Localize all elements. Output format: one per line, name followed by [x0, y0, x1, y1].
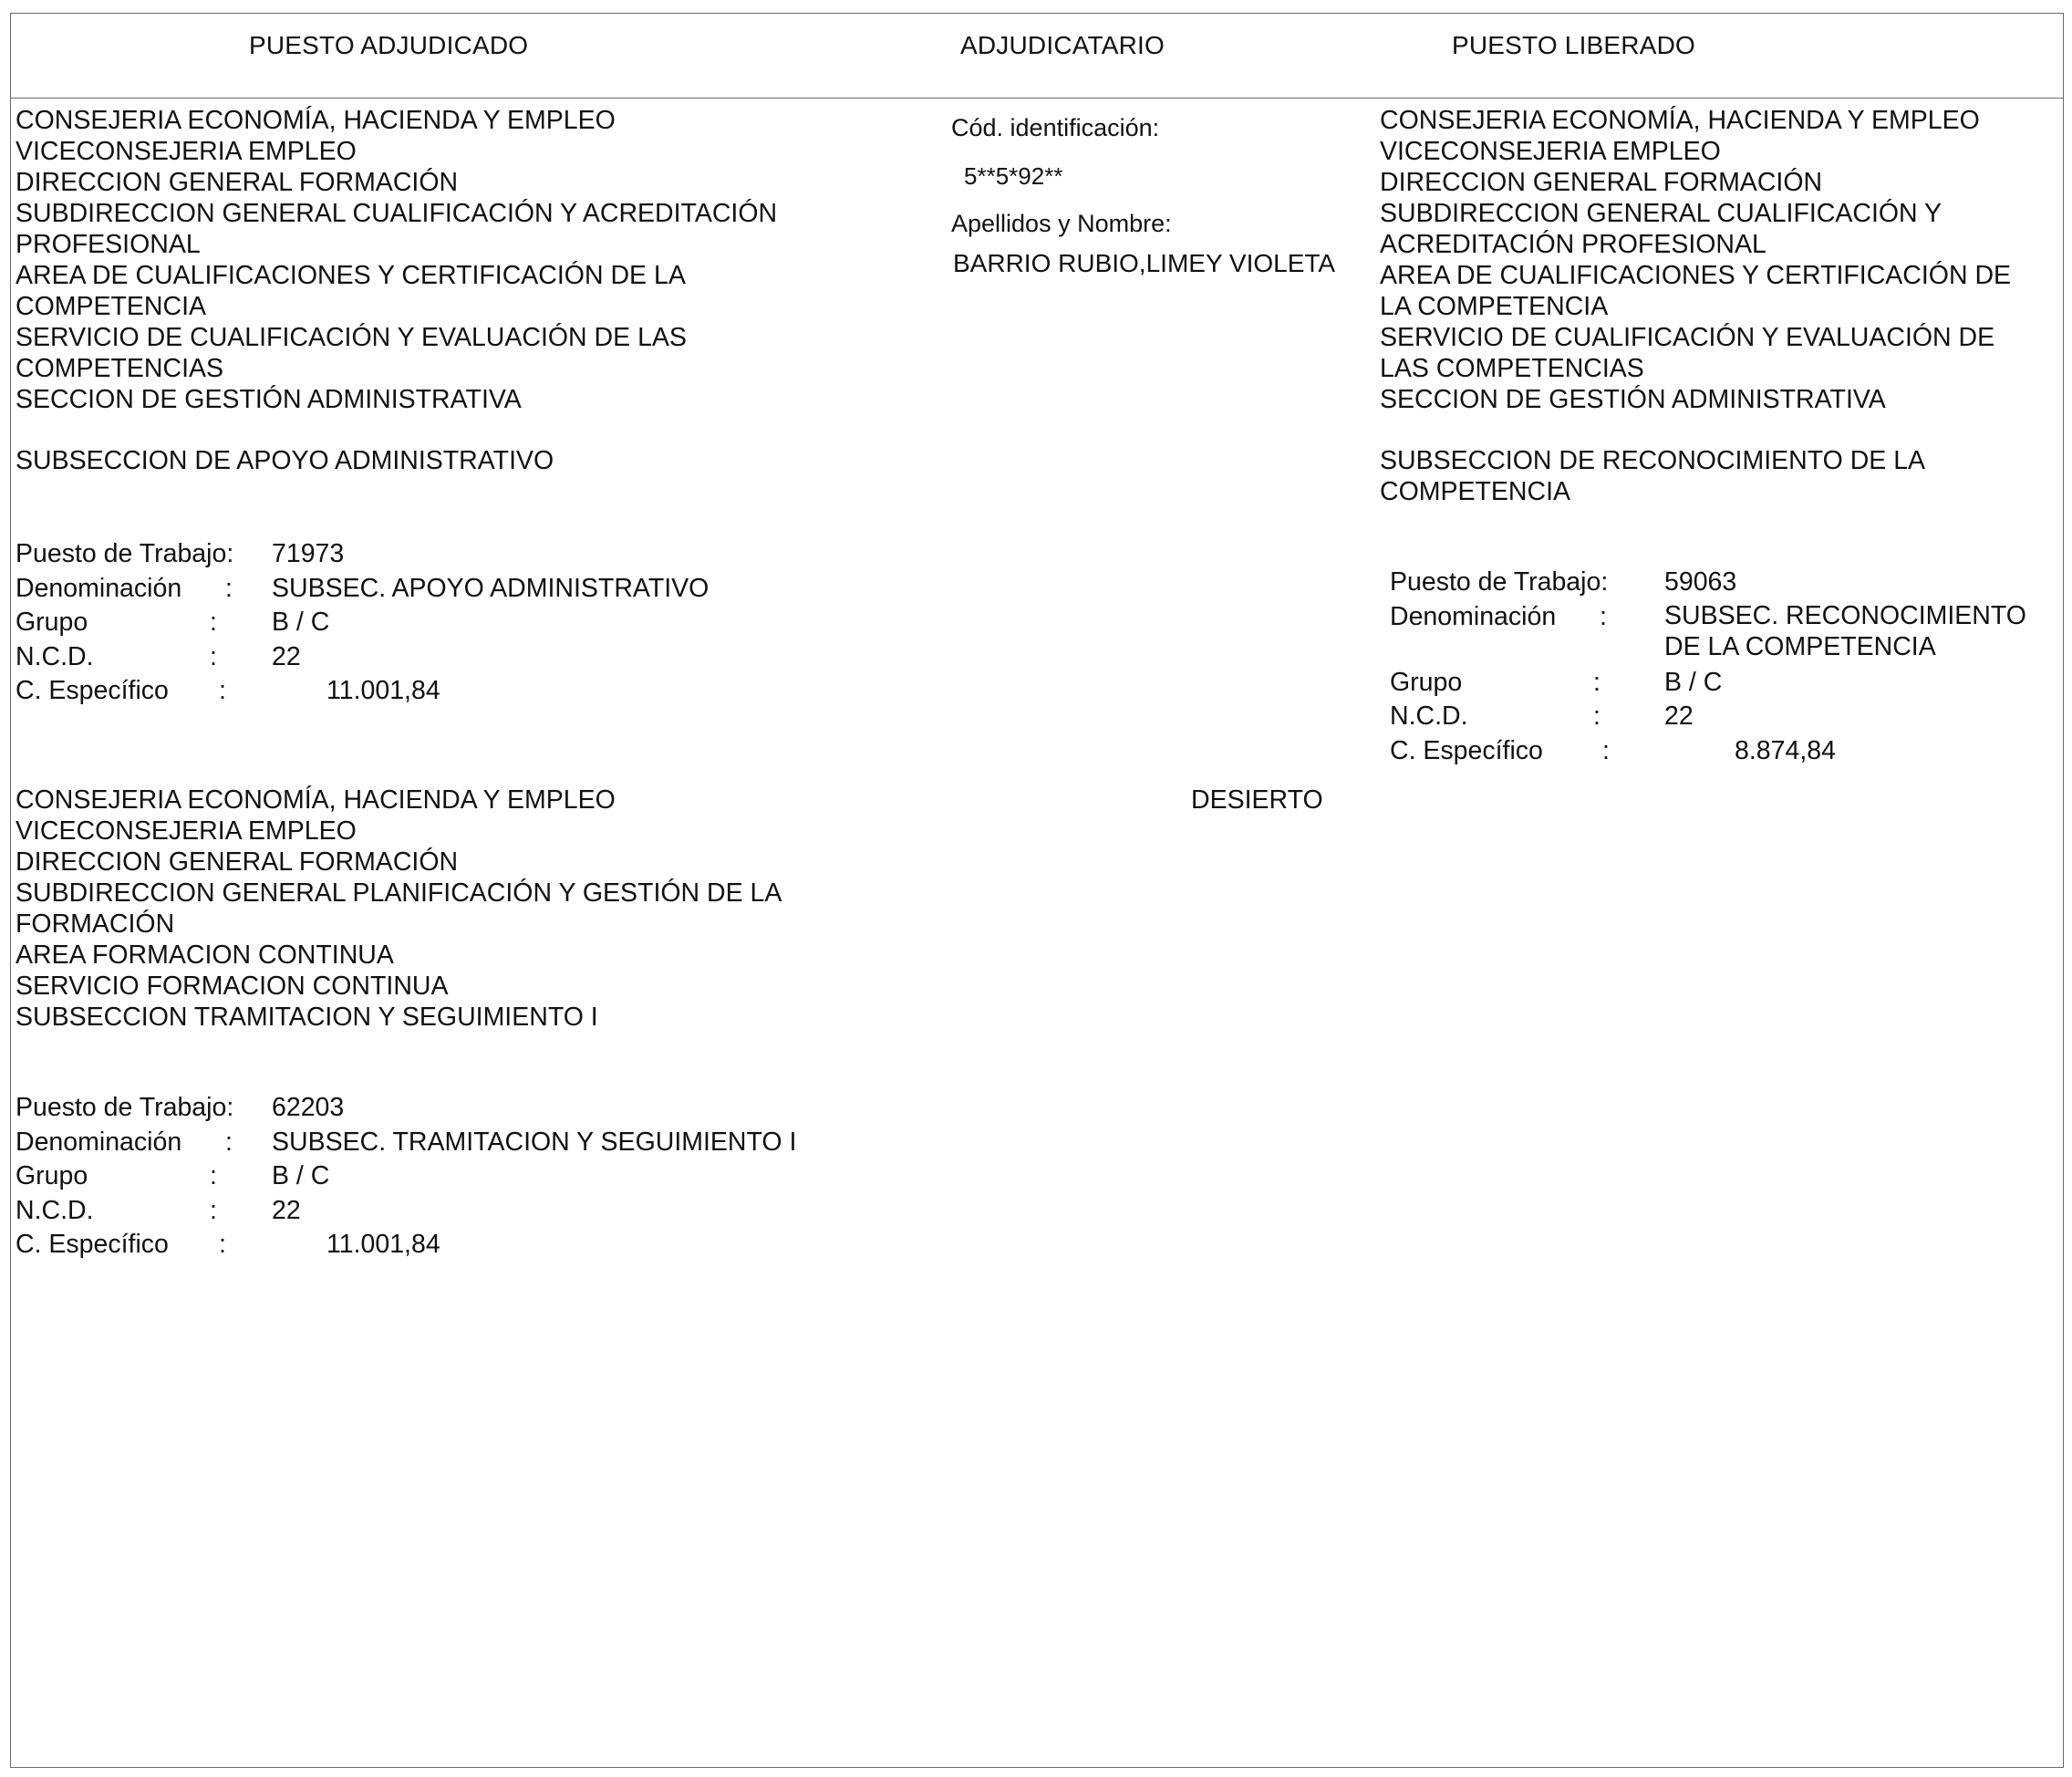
colon: : [210, 641, 217, 671]
org-line: DIRECCION GENERAL FORMACIÓN [16, 847, 459, 877]
ncd-label: N.C.D. [1390, 701, 1468, 731]
grupo-row [1390, 666, 2046, 701]
cespecifico-value: 11.001,84 [326, 1230, 440, 1259]
colon: : [1593, 701, 1601, 731]
header-divider [10, 98, 2064, 99]
entry1-liberado-subseccion [1380, 445, 1925, 507]
org-line: DIRECCION GENERAL FORMACIÓN [16, 168, 459, 197]
org-line: CONSEJERIA ECONOMÍA, HACIENDA Y EMPLEO [16, 785, 616, 815]
ncd-label: N.C.D. [16, 1195, 94, 1225]
grupo-value: B / C [1664, 667, 1723, 697]
puesto-label: Puesto de Trabajo: [1390, 567, 1609, 597]
entry1-adjudicado-details [16, 537, 836, 709]
org-line: SUBDIRECCION GENERAL CUALIFICACIÓN Y [1380, 199, 1942, 228]
header-adjudicatario: ADJUDICATARIO [960, 31, 1166, 59]
colon: : [219, 676, 226, 705]
org-line: FORMACIÓN [16, 909, 175, 939]
denominacion-row [16, 1126, 836, 1160]
ncd-value: 22 [272, 641, 301, 671]
org-line: LA COMPETENCIA [1380, 292, 1609, 321]
colon: : [210, 1195, 217, 1225]
denominacion-label: Denominación [1390, 601, 1557, 631]
puesto-value: 62203 [272, 1093, 345, 1122]
cespecifico-row [16, 1228, 836, 1263]
subseccion-line: COMPETENCIA [1380, 477, 1571, 506]
entry1-liberado-org [1380, 105, 2011, 415]
org-line: COMPETENCIA [16, 292, 207, 321]
org-line: ACREDITACIÓN PROFESIONAL [1380, 230, 1766, 259]
subseccion-line: SUBSECCION DE RECONOCIMIENTO DE LA [1380, 446, 1926, 475]
org-line: SERVICIO FORMACION CONTINUA [16, 972, 449, 1001]
grupo-row [16, 1159, 836, 1194]
cod-identificacion-value: 5**5*92** [964, 162, 1063, 190]
grupo-value: B / C [272, 1161, 330, 1190]
org-line: PROFESIONAL [16, 230, 201, 259]
entry1-adjudicado-org [16, 105, 777, 415]
colon: : [1602, 735, 1610, 765]
entry1-adjudicado-subseccion: SUBSECCION DE APOYO ADMINISTRATIVO [16, 446, 554, 475]
denominacion-value: SUBSEC. APOYO ADMINISTRATIVO [272, 573, 710, 603]
ncd-row [1390, 700, 2046, 734]
colon: : [1593, 667, 1601, 697]
cespecifico-row [16, 674, 836, 709]
colon: : [225, 1127, 233, 1157]
apellidos-nombre-value: BARRIO RUBIO,LIMEY VIOLETA [953, 249, 1336, 277]
ncd-row [16, 640, 836, 675]
org-line: LAS COMPETENCIAS [1380, 354, 1644, 383]
cod-identificacion-label: Cód. identificación: [951, 114, 1160, 141]
entry2-adjudicado-org [16, 785, 782, 1033]
puesto-row [16, 1091, 836, 1126]
org-line: AREA DE CUALIFICACIONES Y CERTIFICACIÓN DE LA [16, 261, 686, 290]
org-line: VICECONSEJERIA EMPLEO [1380, 137, 1721, 166]
cespecifico-label: C. Específico [1390, 735, 1543, 765]
puesto-row [16, 537, 836, 572]
puesto-label: Puesto de Trabajo: [16, 1093, 234, 1122]
org-line: SERVICIO DE CUALIFICACIÓN Y EVALUACIÓN DE LAS [16, 323, 687, 352]
cespecifico-value: 11.001,84 [326, 676, 440, 705]
colon: : [219, 1230, 226, 1259]
header-puesto-liberado: PUESTO LIBERADO [1452, 31, 1696, 59]
puesto-value: 71973 [272, 539, 345, 568]
cespecifico-row [1390, 734, 2046, 769]
org-line: SECCION DE GESTIÓN ADMINISTRATIVA [1380, 385, 1886, 414]
puesto-label: Puesto de Trabajo: [16, 539, 234, 568]
ncd-value: 22 [1664, 701, 1694, 731]
denominacion-label: Denominación [16, 573, 182, 603]
ncd-row [16, 1194, 836, 1229]
denominacion-row [1390, 600, 2046, 666]
entry2-adjudicado-details [16, 1091, 836, 1263]
grupo-value: B / C [272, 608, 330, 637]
denominacion-row [16, 572, 836, 607]
grupo-label: Grupo [16, 608, 88, 637]
cespecifico-label: C. Específico [16, 676, 169, 705]
org-line: DIRECCION GENERAL FORMACIÓN [1380, 168, 1823, 197]
colon: : [225, 573, 233, 603]
org-line: CONSEJERIA ECONOMÍA, HACIENDA Y EMPLEO [16, 106, 616, 135]
ncd-label: N.C.D. [16, 641, 94, 671]
entry1-liberado-details [1390, 566, 2046, 768]
denominacion-label: Denominación [16, 1127, 182, 1157]
org-line: VICECONSEJERIA EMPLEO [16, 816, 357, 846]
cespecifico-value: 8.874,84 [1735, 735, 1836, 765]
colon: : [210, 608, 217, 637]
org-line: CONSEJERIA ECONOMÍA, HACIENDA Y EMPLEO [1380, 106, 1980, 135]
puesto-row [1390, 566, 2046, 600]
colon: : [210, 1161, 217, 1190]
org-line: AREA DE CUALIFICACIONES Y CERTIFICACIÓN DE [1380, 261, 2012, 290]
org-line: COMPETENCIAS [16, 354, 224, 383]
denominacion-line: DE LA COMPETENCIA [1664, 631, 1936, 661]
ncd-value: 22 [272, 1195, 301, 1225]
denominacion-value [1664, 600, 2026, 662]
grupo-label: Grupo [1390, 667, 1463, 697]
org-line: AREA FORMACION CONTINUA [16, 940, 394, 970]
puesto-value: 59063 [1664, 567, 1737, 597]
org-line: VICECONSEJERIA EMPLEO [16, 137, 357, 166]
grupo-label: Grupo [16, 1161, 88, 1190]
denominacion-value: SUBSEC. TRAMITACION Y SEGUIMIENTO I [272, 1127, 797, 1157]
org-line: SERVICIO DE CUALIFICACIÓN Y EVALUACIÓN DE [1380, 323, 1995, 352]
header-puesto-adjudicado: PUESTO ADJUDICADO [249, 31, 529, 59]
grupo-row [16, 606, 836, 640]
cespecifico-label: C. Específico [16, 1230, 169, 1259]
org-line: SECCION DE GESTIÓN ADMINISTRATIVA [16, 385, 522, 414]
org-line: SUBDIRECCION GENERAL PLANIFICACIÓN Y GESTIÓN DE LA [16, 878, 782, 908]
org-line: SUBSECCION TRAMITACION Y SEGUIMIENTO I [16, 1003, 598, 1032]
entry2-adjudicatario-status: DESIERTO [1191, 785, 1323, 815]
colon: : [1600, 601, 1607, 631]
org-line: SUBDIRECCION GENERAL CUALIFICACIÓN Y ACREDITACIÓN [16, 199, 778, 228]
apellidos-nombre-label: Apellidos y Nombre: [951, 210, 1172, 237]
denominacion-line: SUBSEC. RECONOCIMIENTO [1664, 600, 2026, 630]
